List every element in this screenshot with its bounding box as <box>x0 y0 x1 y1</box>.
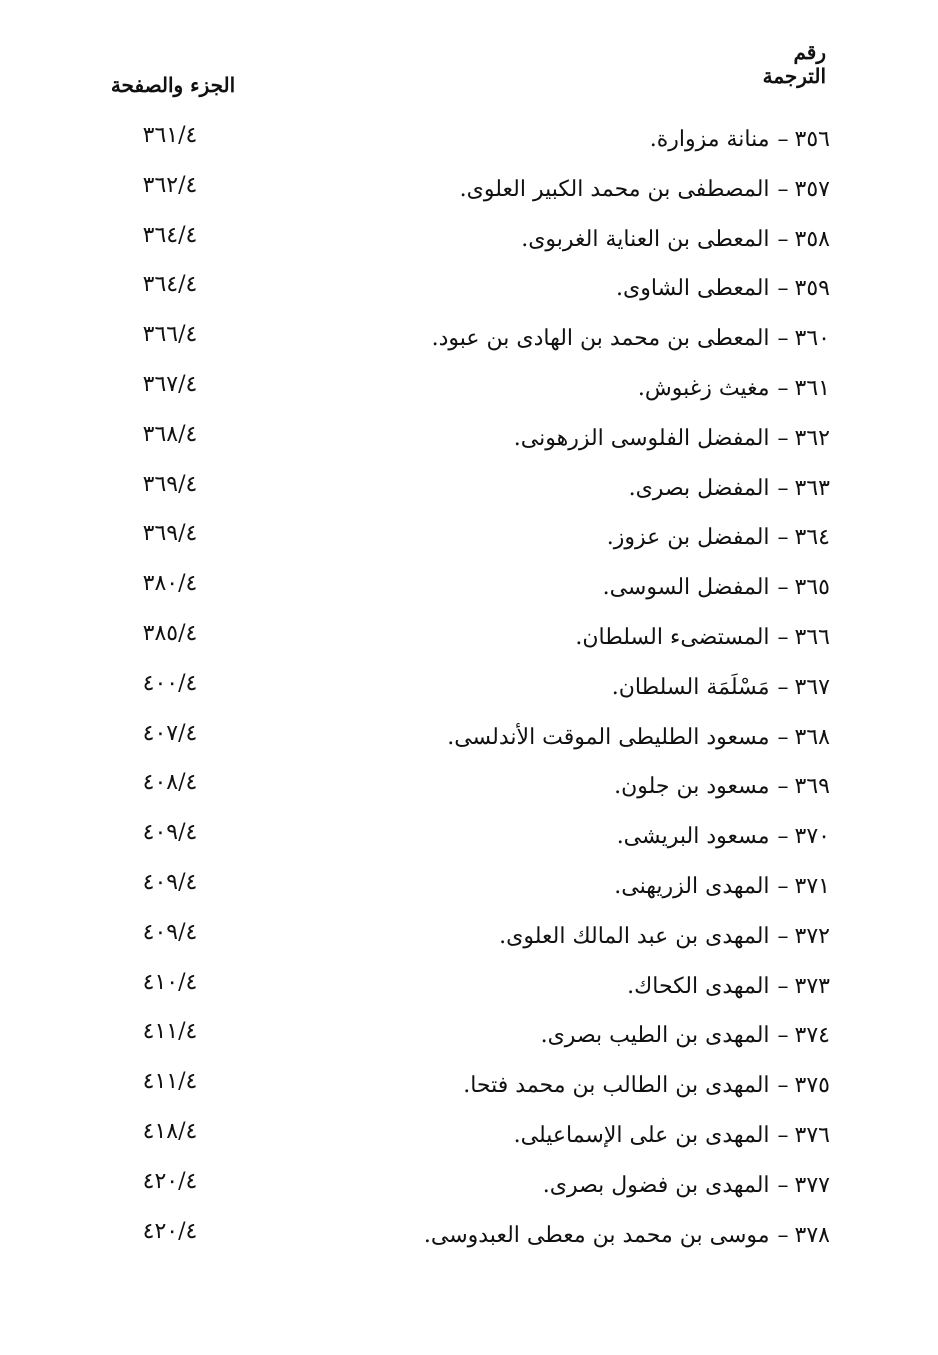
entry-number: ٣٧٠ <box>794 824 830 850</box>
entry-name: مغيث زغبوش. <box>637 375 770 401</box>
volume-page-reference: ٣٨٠/٤ <box>142 571 198 597</box>
index-row <box>0 167 938 217</box>
entry-name: المهدى الكحاك. <box>627 973 770 999</box>
index-entry <box>616 272 830 306</box>
index-entry <box>514 1119 830 1153</box>
index-row <box>0 217 938 267</box>
entry-number: ٣٦٨ <box>794 724 830 750</box>
index-row <box>0 615 938 665</box>
index-entry <box>499 920 830 954</box>
entry-number: ٣٧٧ <box>794 1172 830 1198</box>
entry-separator: – <box>777 226 789 252</box>
volume-page-reference: ٣٦١/٤ <box>142 123 198 148</box>
entry-number: ٣٦٣ <box>794 475 830 501</box>
index-row <box>0 914 938 964</box>
entry-name: المهدى الزريهنى. <box>614 873 770 899</box>
entry-separator: – <box>777 824 789 850</box>
index-entry <box>432 322 830 356</box>
entry-separator: – <box>777 674 789 700</box>
entry-name: مسعود الطليطى الموقت الأندلسى. <box>447 724 770 750</box>
index-entry <box>614 770 830 804</box>
entry-name: المفضل السوسى. <box>602 575 770 601</box>
index-entry <box>575 621 830 655</box>
index-entry <box>638 372 830 406</box>
volume-page-reference: ٣٦٩/٤ <box>142 471 198 497</box>
entry-name: المهدى بن فضول بصرى. <box>542 1172 770 1198</box>
entry-separator: – <box>777 475 789 501</box>
volume-page-reference: ٤٠٠/٤ <box>142 670 198 696</box>
index-row <box>0 366 938 416</box>
volume-page-reference: ٣٦٤/٤ <box>142 222 198 248</box>
entry-name: موسى بن محمد بن معطى العبدوسى. <box>423 1222 770 1248</box>
index-row <box>0 416 938 466</box>
index-entry <box>424 1219 830 1253</box>
index-row <box>0 1113 938 1163</box>
index-entry <box>629 472 830 506</box>
index-row <box>0 316 938 366</box>
entry-number: ٣٥٧ <box>794 176 830 202</box>
volume-page-reference: ٣٦٦/٤ <box>142 322 198 348</box>
entry-name: مسعود البريشى. <box>616 824 770 850</box>
index-entry <box>447 721 830 755</box>
entry-name: المهدى بن على الإسماعيلى. <box>513 1122 770 1148</box>
index-list <box>0 117 938 1262</box>
index-row <box>0 1213 938 1263</box>
entry-number: ٣٧٣ <box>794 973 830 999</box>
entry-separator: – <box>777 1122 789 1148</box>
volume-page-reference: ٤١٨/٤ <box>142 1118 198 1144</box>
volume-page-reference: ٣٨٥/٤ <box>142 620 198 646</box>
index-row <box>0 764 938 814</box>
entry-name: المهدى بن الطالب بن محمد فتحا. <box>463 1073 770 1099</box>
entry-separator: – <box>777 873 789 899</box>
entry-separator: – <box>777 176 789 202</box>
entry-number: ٣٦٧ <box>794 674 830 700</box>
entry-number-column-header <box>666 40 826 88</box>
index-entry <box>627 970 830 1004</box>
entry-separator: – <box>777 375 789 401</box>
entry-name: مَسْلَمَة السلطان. <box>611 674 770 700</box>
entry-number: ٣٥٩ <box>794 276 830 302</box>
index-entry <box>463 1069 830 1103</box>
index-row <box>0 1163 938 1213</box>
entry-number: ٣٧٤ <box>794 1023 830 1049</box>
entry-number: ٣٦١ <box>794 375 830 401</box>
index-entry <box>612 671 830 705</box>
entry-number: ٣٧٦ <box>794 1122 830 1148</box>
volume-page-reference: ٤٢٠/٤ <box>142 1218 198 1244</box>
volume-page-reference: ٣٦٨/٤ <box>142 421 198 447</box>
entry-separator: – <box>777 624 789 650</box>
entry-separator: – <box>777 326 789 352</box>
volume-page-reference: ٣٦٧/٤ <box>142 371 198 397</box>
index-row <box>0 466 938 516</box>
index-row <box>0 1013 938 1063</box>
index-row <box>0 964 938 1014</box>
entry-number: ٣٦٩ <box>794 774 830 800</box>
entry-name: المهدى بن عبد المالك العلوى. <box>499 923 770 949</box>
entry-number: ٣٦٥ <box>794 575 830 601</box>
entry-name: المفضل بصرى. <box>628 475 770 501</box>
entry-separator: – <box>777 1073 789 1099</box>
entry-name: المصطفى بن محمد الكبير العلوى. <box>459 176 770 202</box>
index-entry <box>460 173 830 207</box>
index-entry <box>514 422 830 456</box>
index-entry <box>521 223 830 257</box>
index-row <box>0 565 938 615</box>
index-row <box>0 1063 938 1113</box>
index-entry <box>607 521 830 555</box>
entry-name: المعطى الشاوى. <box>616 276 770 302</box>
volume-page-column-header: الجزء والصفحة <box>110 73 236 97</box>
entry-number: ٣٧٨ <box>794 1222 830 1248</box>
entry-number: ٣٦٦ <box>794 624 830 650</box>
entry-separator: – <box>777 525 789 551</box>
index-entry <box>614 870 830 904</box>
entry-number: ٣٥٨ <box>794 226 830 252</box>
index-row <box>0 266 938 316</box>
entry-number: ٣٥٦ <box>794 127 830 152</box>
index-entry <box>650 123 830 157</box>
entry-number: ٣٦٢ <box>794 425 830 451</box>
index-entry <box>543 1169 830 1203</box>
volume-page-reference: ٣٦٤/٤ <box>142 272 198 298</box>
index-row <box>0 515 938 565</box>
index-entry <box>603 571 830 605</box>
volume-page-reference: ٤١٠/٤ <box>142 969 198 995</box>
entry-separator: – <box>777 774 789 800</box>
entry-number: ٣٦٠ <box>794 326 830 352</box>
entry-separator: – <box>777 724 789 750</box>
index-row <box>0 814 938 864</box>
entry-number: ٣٧١ <box>794 873 830 899</box>
entry-number: ٣٧٢ <box>794 923 830 949</box>
entry-number: ٣٧٥ <box>794 1073 830 1099</box>
volume-page-reference: ٤١١/٤ <box>142 1069 198 1095</box>
entry-separator: – <box>777 425 789 451</box>
volume-page-reference: ٤٠٩/٤ <box>142 869 198 895</box>
entry-name: المفضل الفلوسى الزرهونى. <box>513 425 770 451</box>
entry-number-header-line1: رقم <box>793 40 826 64</box>
index-row <box>0 117 938 167</box>
entry-name: المستضىء السلطان. <box>575 624 770 650</box>
entry-separator: – <box>777 973 789 999</box>
entry-name: المهدى بن الطيب بصرى. <box>540 1023 770 1049</box>
index-entry <box>541 1019 830 1053</box>
index-row <box>0 715 938 765</box>
entry-separator: – <box>777 1222 789 1248</box>
entry-name: منانة مزوارة. <box>649 127 770 152</box>
index-entry <box>617 820 830 854</box>
entry-name: المعطى بن العناية الغربوى. <box>521 226 770 252</box>
entry-separator: – <box>777 575 789 601</box>
entry-name: المفضل بن عزوز. <box>606 525 770 551</box>
volume-page-reference: ٤٠٨/٤ <box>142 770 198 796</box>
entry-name: المعطى بن محمد بن الهادى بن عبود. <box>431 326 770 352</box>
index-row <box>0 864 938 914</box>
entry-number-header-line2: الترجمة <box>762 64 826 88</box>
volume-page-reference: ٤٢٠/٤ <box>142 1168 198 1194</box>
volume-page-reference: ٣٦٢/٤ <box>142 172 198 198</box>
entry-separator: – <box>777 923 789 949</box>
entry-separator: – <box>777 276 789 302</box>
volume-page-reference: ٤٠٩/٤ <box>142 919 198 945</box>
entry-number: ٣٦٤ <box>794 525 830 551</box>
index-row <box>0 665 938 715</box>
entry-separator: – <box>777 1023 789 1049</box>
entry-separator: – <box>777 1172 789 1198</box>
volume-page-reference: ٤٠٧/٤ <box>142 720 198 746</box>
volume-page-reference: ٣٦٩/٤ <box>142 521 198 547</box>
volume-page-reference: ٤١١/٤ <box>142 1019 198 1045</box>
entry-separator: – <box>777 127 789 152</box>
entry-name: مسعود بن جلون. <box>614 774 770 800</box>
volume-page-reference: ٤٠٩/٤ <box>142 820 198 846</box>
